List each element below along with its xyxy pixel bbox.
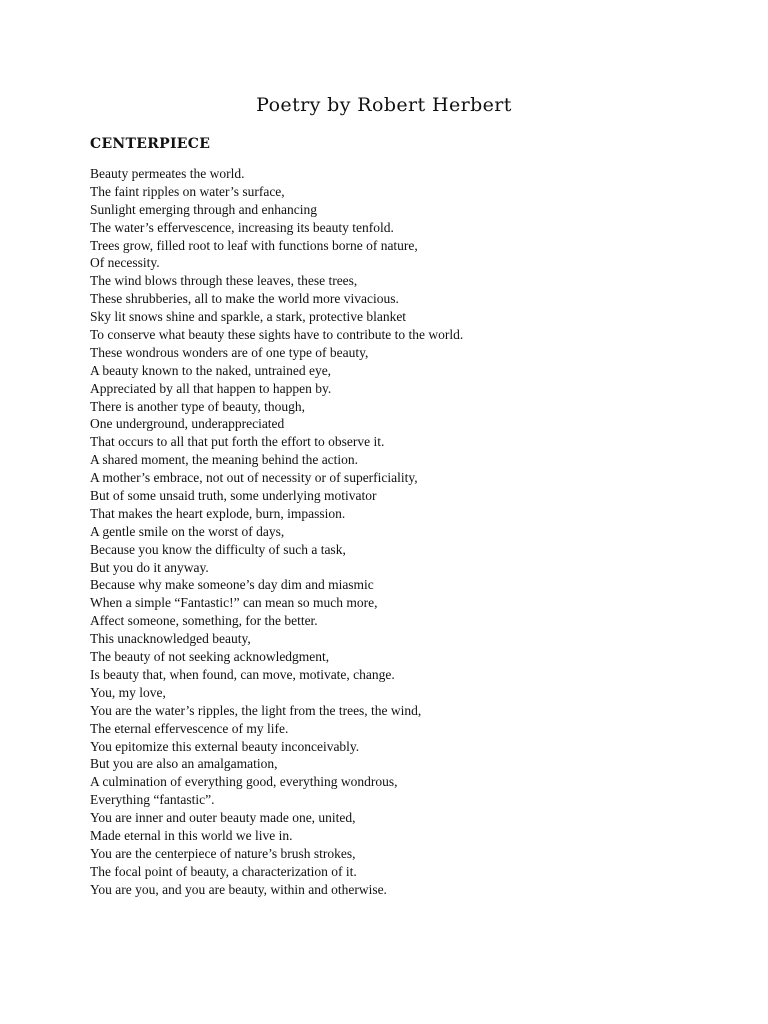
poem-line: Appreciated by all that happen to happen by. [90, 380, 332, 396]
poem-title: CENTERPIECE [90, 136, 211, 152]
poem-line: Because you know the difficulty of such a task, [90, 541, 346, 557]
poem-line: This unacknowledged beauty, [90, 631, 251, 647]
poem-line: The eternal effervescence of my life. [90, 720, 289, 736]
poem-line: The wind blows through these leaves, these trees, [90, 273, 358, 289]
poem-body [90, 165, 730, 899]
poem-line: But of some unsaid truth, some underlying motivator [90, 488, 377, 504]
poem-line: Beauty permeates the world. [90, 166, 245, 181]
poem-line: That occurs to all that put forth the effort to observe it. [90, 434, 385, 450]
poem-line: Trees grow, filled root to leaf with functions borne of nature, [90, 237, 418, 253]
poem-line: These shrubberies, all to make the world more vivacious. [90, 291, 399, 307]
poem-line: You are you, and you are beauty, within and otherwise. [90, 881, 387, 897]
poem-line: Is beauty that, when found, can move, motivate, change. [90, 666, 395, 682]
poem-line: When a simple “Fantastic!” can mean so much more, [90, 595, 378, 611]
poem-line: A beauty known to the naked, untrained eye, [90, 362, 332, 378]
poem-line: To conserve what beauty these sights have to contribute to the world. [90, 327, 464, 343]
poem-line: Everything “fantastic”. [90, 792, 215, 808]
poem-line: There is another type of beauty, though, [90, 398, 306, 414]
poem-line: Because why make someone’s day dim and miasmic [90, 577, 374, 593]
poem-line: Made eternal in this world we live in. [90, 827, 293, 843]
poem-line: Of necessity. [90, 255, 160, 271]
poem-line: These wondrous wonders are of one type of beauty, [90, 344, 369, 360]
poem-line: One underground, underappreciated [90, 416, 285, 432]
poem-line: The water’s effervescence, increasing its beauty tenfold. [90, 219, 394, 235]
poem-line: You are the centerpiece of nature’s brush strokes, [90, 845, 356, 861]
poem-line: You are inner and outer beauty made one, united, [90, 810, 356, 826]
poem-line: A gentle smile on the worst of days, [90, 523, 285, 539]
poem-line: Sky lit snows shine and sparkle, a stark, protective blanket [90, 309, 407, 325]
poem-line: That makes the heart explode, burn, impassion. [90, 505, 346, 521]
poem-line: You epitomize this external beauty inconceivably. [90, 738, 360, 754]
poem-line: But you do it anyway. [90, 559, 209, 575]
poem-line: You are the water’s ripples, the light from the trees, the wind, [90, 702, 422, 718]
poem-line: The focal point of beauty, a characterization of it. [90, 863, 357, 879]
poem-line: The beauty of not seeking acknowledgment, [90, 649, 330, 665]
poem-line: A culmination of everything good, everything wondrous, [90, 774, 398, 790]
poem-line: But you are also an amalgamation, [90, 756, 278, 772]
poem-line: Sunlight emerging through and enhancing [90, 201, 317, 217]
poem-line: Affect someone, something, for the better. [90, 613, 318, 629]
poem-line: You, my love, [90, 684, 166, 700]
document-title: Poetry by Robert Herbert [256, 94, 512, 116]
poem-line: The faint ripples on water’s surface, [90, 183, 285, 199]
poem-line: A shared moment, the meaning behind the action. [90, 452, 359, 468]
poem-line: A mother’s embrace, not out of necessity or of superficiality, [90, 470, 418, 486]
